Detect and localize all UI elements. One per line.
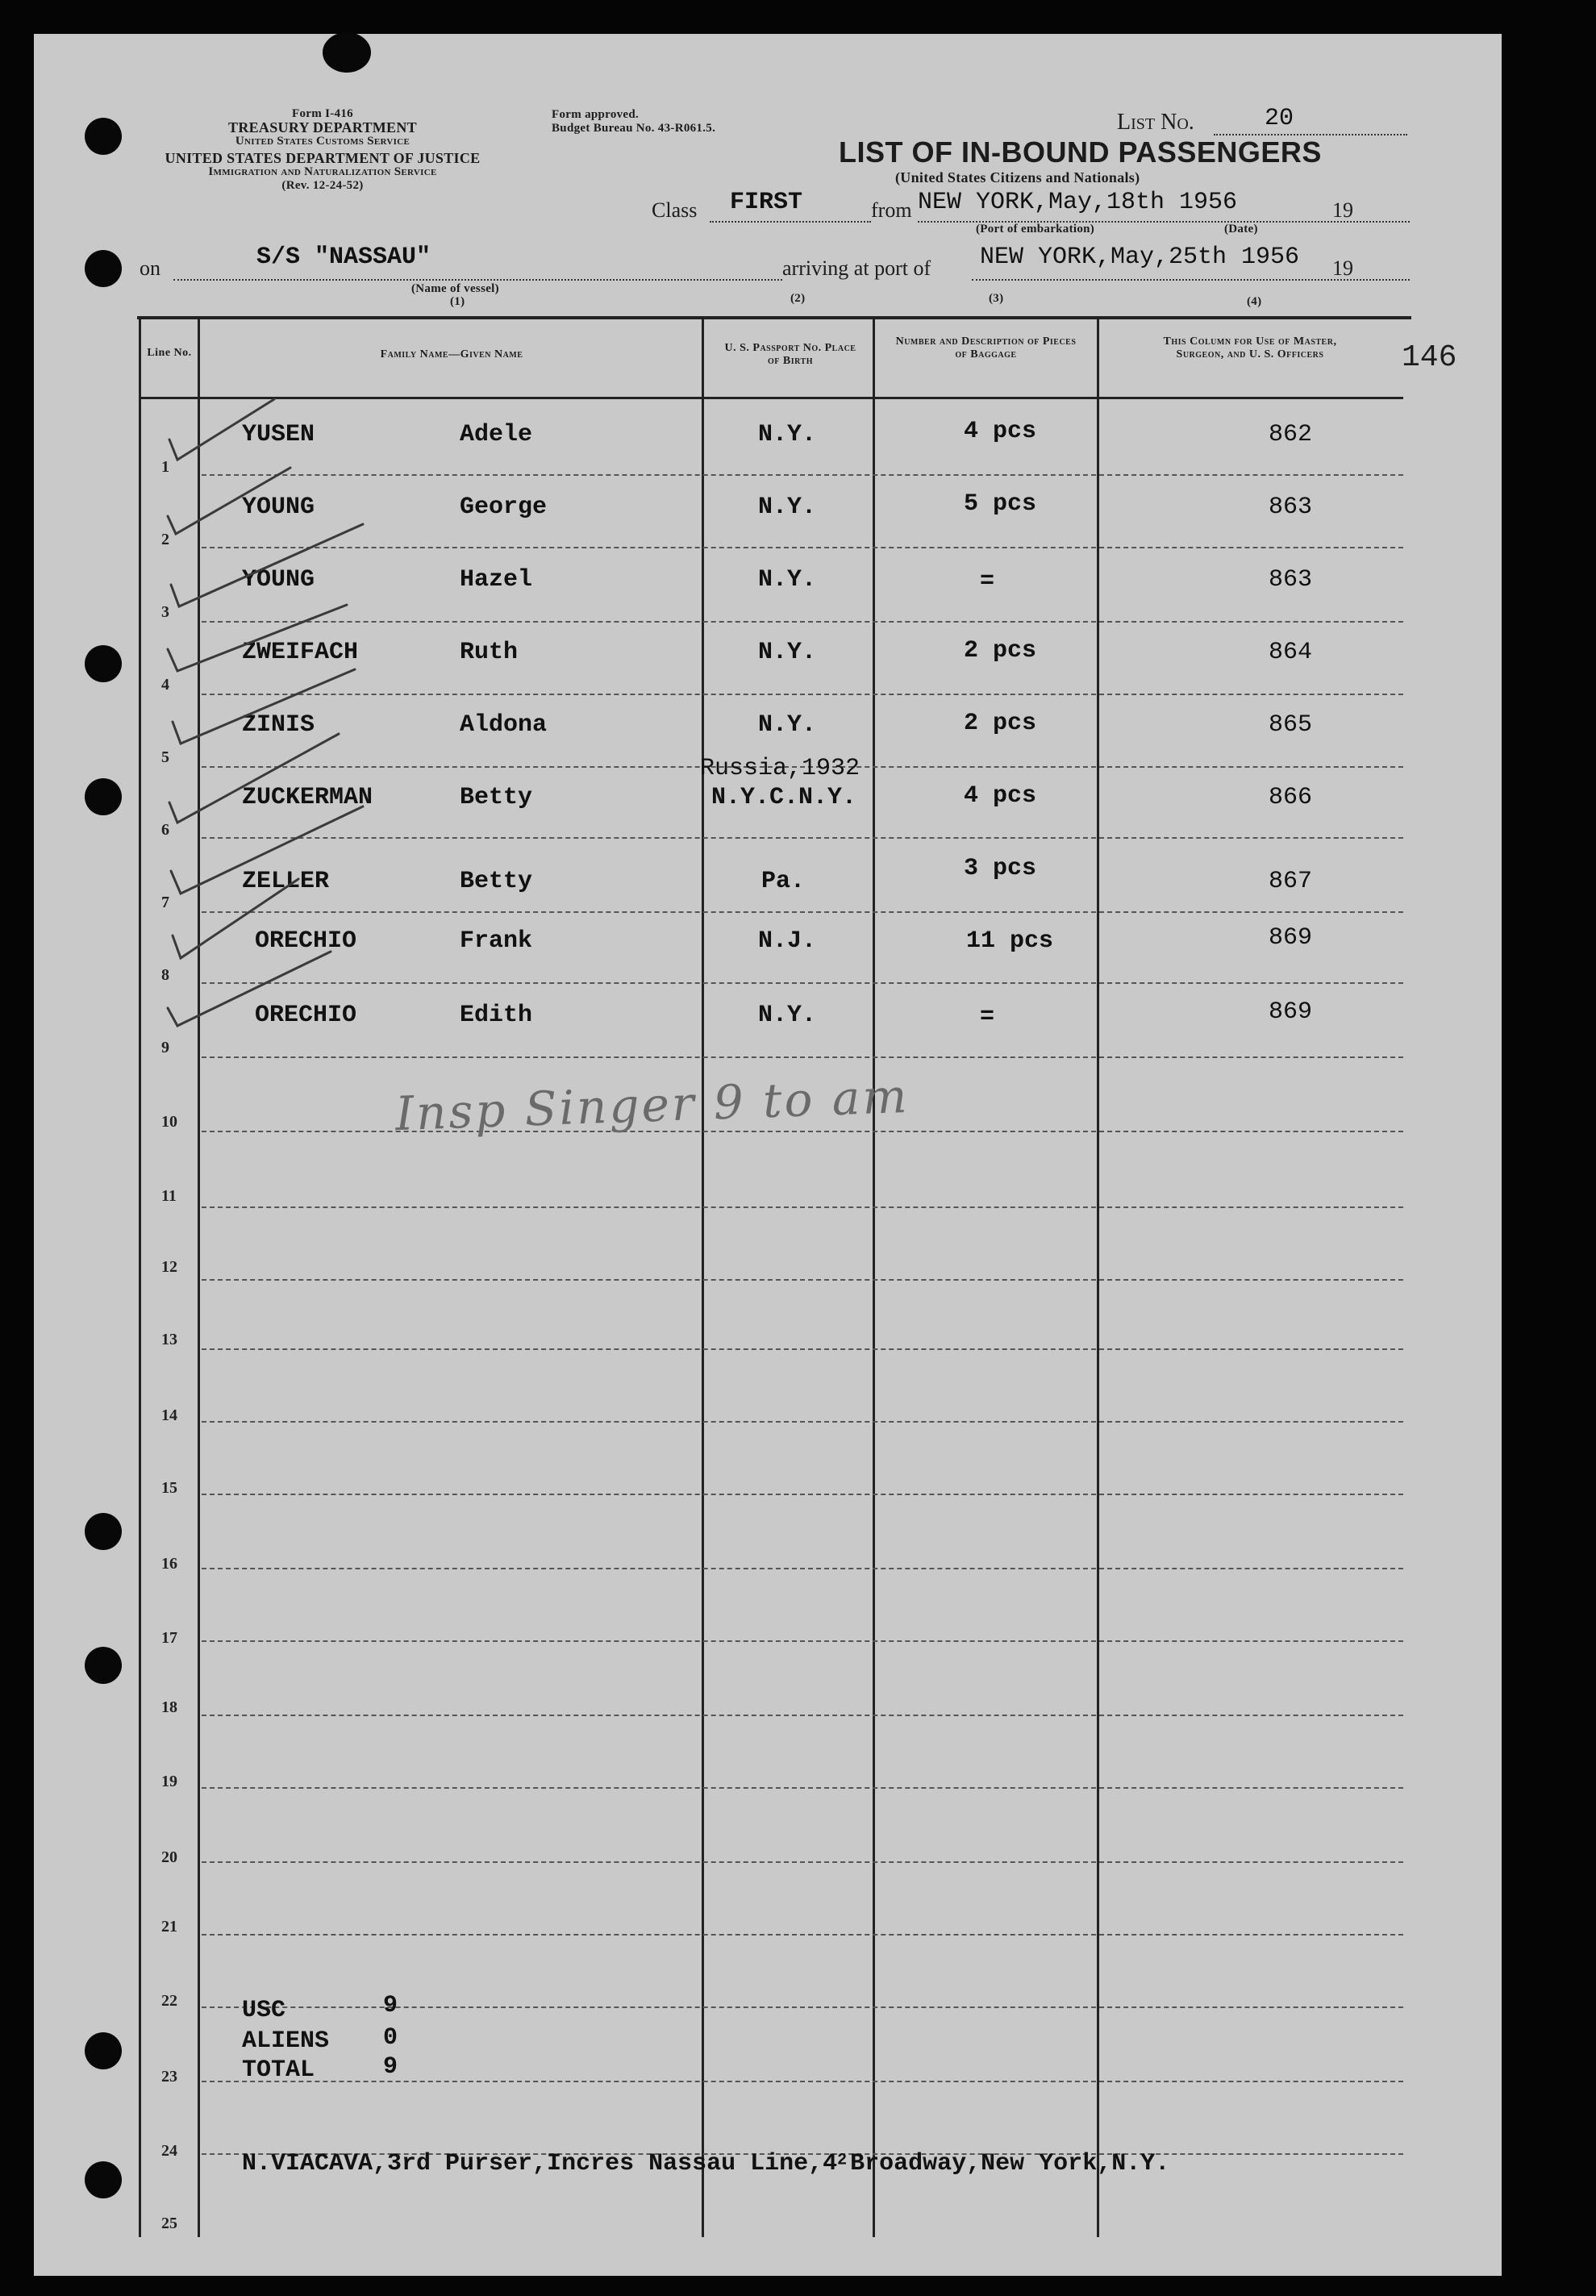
date-caption: (Date) bbox=[1224, 223, 1258, 235]
given-name: Betty bbox=[460, 784, 533, 811]
check-mark-icon bbox=[168, 468, 290, 534]
paper-tear bbox=[323, 32, 371, 73]
binder-hole bbox=[85, 1647, 122, 1684]
line-number: 22 bbox=[161, 1992, 177, 2010]
check-mark-icon bbox=[168, 952, 331, 1026]
revision-date: (Rev. 12-24-52) bbox=[281, 179, 364, 192]
total-label: TOTAL bbox=[242, 2056, 315, 2084]
class-dots bbox=[710, 221, 871, 223]
usc-label: USC bbox=[242, 1997, 286, 2024]
family-name: ZUCKERMAN bbox=[242, 784, 373, 811]
baggage: 4 pcs bbox=[964, 782, 1037, 810]
place-of-birth: N.J. bbox=[758, 927, 817, 955]
binder-hole bbox=[85, 2161, 122, 2198]
baggage: = bbox=[980, 1003, 995, 1031]
officer-number: 867 bbox=[1269, 868, 1313, 895]
name-col-divider bbox=[702, 318, 704, 2237]
arriving-value: NEW YORK,May,25th 1956 bbox=[980, 244, 1300, 271]
line-number: 24 bbox=[161, 2142, 177, 2160]
baggage: 2 pcs bbox=[964, 637, 1037, 665]
row-rule bbox=[202, 1861, 1403, 1863]
baggage: 3 pcs bbox=[964, 855, 1037, 882]
officer-number: 863 bbox=[1269, 566, 1313, 594]
column-number-1: (1) bbox=[450, 295, 465, 308]
check-mark-icon bbox=[169, 399, 274, 460]
total-value: 9 bbox=[383, 2053, 398, 2081]
agency-immigration: Immigration and Naturalization Service bbox=[208, 165, 437, 178]
vessel-dots bbox=[173, 279, 782, 281]
aliens-value: 0 bbox=[383, 2024, 398, 2052]
line-number: 8 bbox=[161, 966, 169, 984]
year-label: 19 bbox=[1332, 198, 1353, 222]
binder-hole bbox=[85, 778, 122, 815]
line-number: 5 bbox=[161, 748, 169, 766]
purser-text-sup: 2 bbox=[837, 2151, 848, 2170]
page-number: 146 bbox=[1402, 340, 1457, 375]
on-label: on bbox=[140, 256, 160, 280]
line-number: 21 bbox=[161, 1918, 177, 1936]
purser-text-end: Broadway,New York,N.Y. bbox=[850, 2150, 1170, 2177]
document-subtitle: (United States Citizens and Nationals) bbox=[895, 169, 1140, 185]
line-number: 20 bbox=[161, 1848, 177, 1866]
baggage-col-divider bbox=[1097, 318, 1099, 2237]
baggage: = bbox=[980, 568, 995, 595]
officer-number: 866 bbox=[1269, 784, 1313, 811]
check-mark-icon bbox=[169, 734, 339, 823]
place-of-birth: N.Y. bbox=[758, 421, 817, 448]
place-of-birth: Russia,1932 bbox=[700, 755, 861, 782]
binder-hole bbox=[85, 118, 122, 155]
col-header-officers: This Column for Use of Master, Surgeon, and U. S. Officers bbox=[1163, 335, 1337, 360]
family-name: ZWEIFACH bbox=[242, 639, 359, 666]
line-number: 16 bbox=[161, 1555, 177, 1573]
baggage: 4 pcs bbox=[964, 418, 1037, 445]
place-of-birth: N.Y. bbox=[758, 1002, 817, 1029]
place-of-birth: N.Y. bbox=[758, 639, 817, 666]
place-of-birth: N.Y. bbox=[758, 711, 817, 739]
row-rule bbox=[202, 1568, 1403, 1569]
arriving-label: arriving at port of bbox=[782, 256, 931, 280]
family-name: YOUNG bbox=[242, 566, 315, 594]
line-number: 7 bbox=[161, 894, 169, 911]
officer-number: 869 bbox=[1269, 924, 1313, 952]
line-number: 9 bbox=[161, 1039, 169, 1056]
officer-number: 864 bbox=[1269, 639, 1313, 666]
from-value: NEW YORK,May,18th 1956 bbox=[918, 189, 1238, 216]
col-header-baggage: Number and Description of Pieces of Baggage bbox=[895, 335, 1077, 360]
check-mark-icon bbox=[171, 806, 363, 894]
line-number: 25 bbox=[161, 2215, 177, 2232]
aliens-label: ALIENS bbox=[242, 2027, 330, 2055]
form-approved: Form approved. bbox=[552, 108, 640, 121]
row-rule bbox=[202, 1934, 1403, 1936]
agency-justice: UNITED STATES DEPARTMENT OF JUSTICE bbox=[165, 150, 481, 166]
purser-text: N.VIACAVA,3rd Purser,Incres Nassau Line,4 bbox=[242, 2150, 838, 2177]
col-header-name: Family Name—Given Name bbox=[380, 348, 523, 360]
row-rule bbox=[202, 1787, 1403, 1789]
line-number: 11 bbox=[161, 1187, 177, 1205]
agency-treasury: TREASURY DEPARTMENT bbox=[228, 119, 417, 135]
officer-number: 863 bbox=[1269, 494, 1313, 521]
line-number: 1 bbox=[161, 458, 169, 476]
usc-value: 9 bbox=[383, 1992, 398, 2019]
port-embarkation-caption: (Port of embarkation) bbox=[976, 223, 1095, 235]
form-number: Form I-416 bbox=[292, 107, 353, 120]
place-of-birth: N.Y. bbox=[758, 494, 817, 521]
baggage: 5 pcs bbox=[964, 490, 1037, 518]
binder-hole bbox=[85, 2032, 122, 2069]
row-rule bbox=[202, 1279, 1403, 1281]
table-top-rule bbox=[137, 316, 1411, 319]
given-name: Frank bbox=[460, 927, 533, 955]
line-number: 13 bbox=[161, 1331, 177, 1348]
given-name: Edith bbox=[460, 1002, 533, 1029]
column-number-2: (2) bbox=[790, 292, 806, 305]
line-number: 19 bbox=[161, 1773, 177, 1790]
family-name: ORECHIO bbox=[255, 927, 357, 955]
class-value: FIRST bbox=[730, 189, 803, 216]
row-rule bbox=[202, 1056, 1403, 1058]
document-title: LIST OF IN-BOUND PASSENGERS bbox=[839, 135, 1322, 169]
year-label-2: 19 bbox=[1332, 256, 1353, 280]
list-no-value: 20 bbox=[1265, 105, 1294, 132]
baggage: 11 pcs bbox=[966, 927, 1054, 955]
row-rule bbox=[202, 1494, 1403, 1495]
vessel-caption: (Name of vessel) bbox=[411, 282, 499, 295]
line-number: 4 bbox=[161, 676, 169, 694]
row-rule bbox=[202, 1348, 1403, 1350]
check-mark-icon bbox=[173, 879, 298, 958]
row-rule bbox=[202, 1715, 1403, 1716]
line-number: 12 bbox=[161, 1258, 177, 1276]
line-number: 3 bbox=[161, 603, 169, 621]
col-header-line-no: Line No. bbox=[147, 347, 192, 359]
table-left-border bbox=[139, 318, 141, 2237]
officer-number: 865 bbox=[1269, 711, 1313, 739]
vessel-value: S/S "NASSAU" bbox=[256, 244, 431, 271]
line-number: 10 bbox=[161, 1113, 177, 1131]
place-of-birth: Pa. bbox=[761, 868, 806, 895]
handwritten-note: Insp Singer 9 to am bbox=[394, 1068, 911, 1142]
row-rule bbox=[202, 2006, 1403, 2008]
col-header-passport: U. S. Passport No. Place of Birth bbox=[724, 342, 856, 367]
form-approval bbox=[552, 108, 715, 135]
family-name: YOUNG bbox=[242, 494, 315, 521]
check-marks bbox=[153, 355, 444, 1048]
binder-hole bbox=[85, 250, 122, 287]
officer-number: 869 bbox=[1269, 998, 1313, 1026]
list-no-label: List No. bbox=[1117, 110, 1194, 135]
baggage: 2 pcs bbox=[964, 710, 1037, 737]
given-name: George bbox=[460, 494, 548, 521]
family-name: ZINIS bbox=[242, 711, 315, 739]
column-number-3: (3) bbox=[989, 292, 1004, 305]
row-rule bbox=[202, 1421, 1403, 1423]
check-mark-icon bbox=[173, 669, 355, 744]
agency-customs: United States Customs Service bbox=[235, 135, 410, 148]
binder-hole bbox=[85, 645, 122, 682]
passport-col-divider bbox=[873, 318, 875, 2237]
form-header-left bbox=[129, 107, 516, 193]
family-name: ORECHIO bbox=[255, 1002, 357, 1029]
check-mark-icon bbox=[171, 524, 363, 606]
line-number: 18 bbox=[161, 1698, 177, 1716]
line-number: 15 bbox=[161, 1479, 177, 1497]
given-name: Hazel bbox=[460, 566, 533, 594]
officer-number: 862 bbox=[1269, 421, 1313, 448]
line-number: 17 bbox=[161, 1629, 177, 1647]
given-name: Ruth bbox=[460, 639, 519, 666]
class-label: Class bbox=[652, 198, 698, 222]
row-rule bbox=[202, 2081, 1403, 2082]
row-rule bbox=[202, 1131, 1403, 1132]
family-name: YUSEN bbox=[242, 421, 315, 448]
family-name: ZELLER bbox=[242, 868, 330, 895]
binder-hole bbox=[85, 1513, 122, 1550]
row-rule bbox=[202, 1206, 1403, 1208]
place-of-birth-2: N.Y.C.N.Y. bbox=[711, 784, 857, 811]
column-number-4: (4) bbox=[1247, 295, 1262, 308]
line-number: 23 bbox=[161, 2068, 177, 2086]
check-mark-icon bbox=[168, 605, 347, 671]
row-rule bbox=[202, 1640, 1403, 1642]
from-label: from bbox=[871, 198, 912, 222]
line-number: 2 bbox=[161, 531, 169, 548]
line-number: 14 bbox=[161, 1406, 177, 1424]
given-name: Adele bbox=[460, 421, 533, 448]
purser-signature-line bbox=[242, 2150, 1169, 2177]
given-name: Aldona bbox=[460, 711, 548, 739]
given-name: Betty bbox=[460, 868, 533, 895]
line-number: 6 bbox=[161, 821, 169, 839]
arriving-dots bbox=[972, 279, 1410, 281]
place-of-birth: N.Y. bbox=[758, 566, 817, 594]
budget-bureau: Budget Bureau No. 43-R061.5. bbox=[552, 122, 716, 135]
